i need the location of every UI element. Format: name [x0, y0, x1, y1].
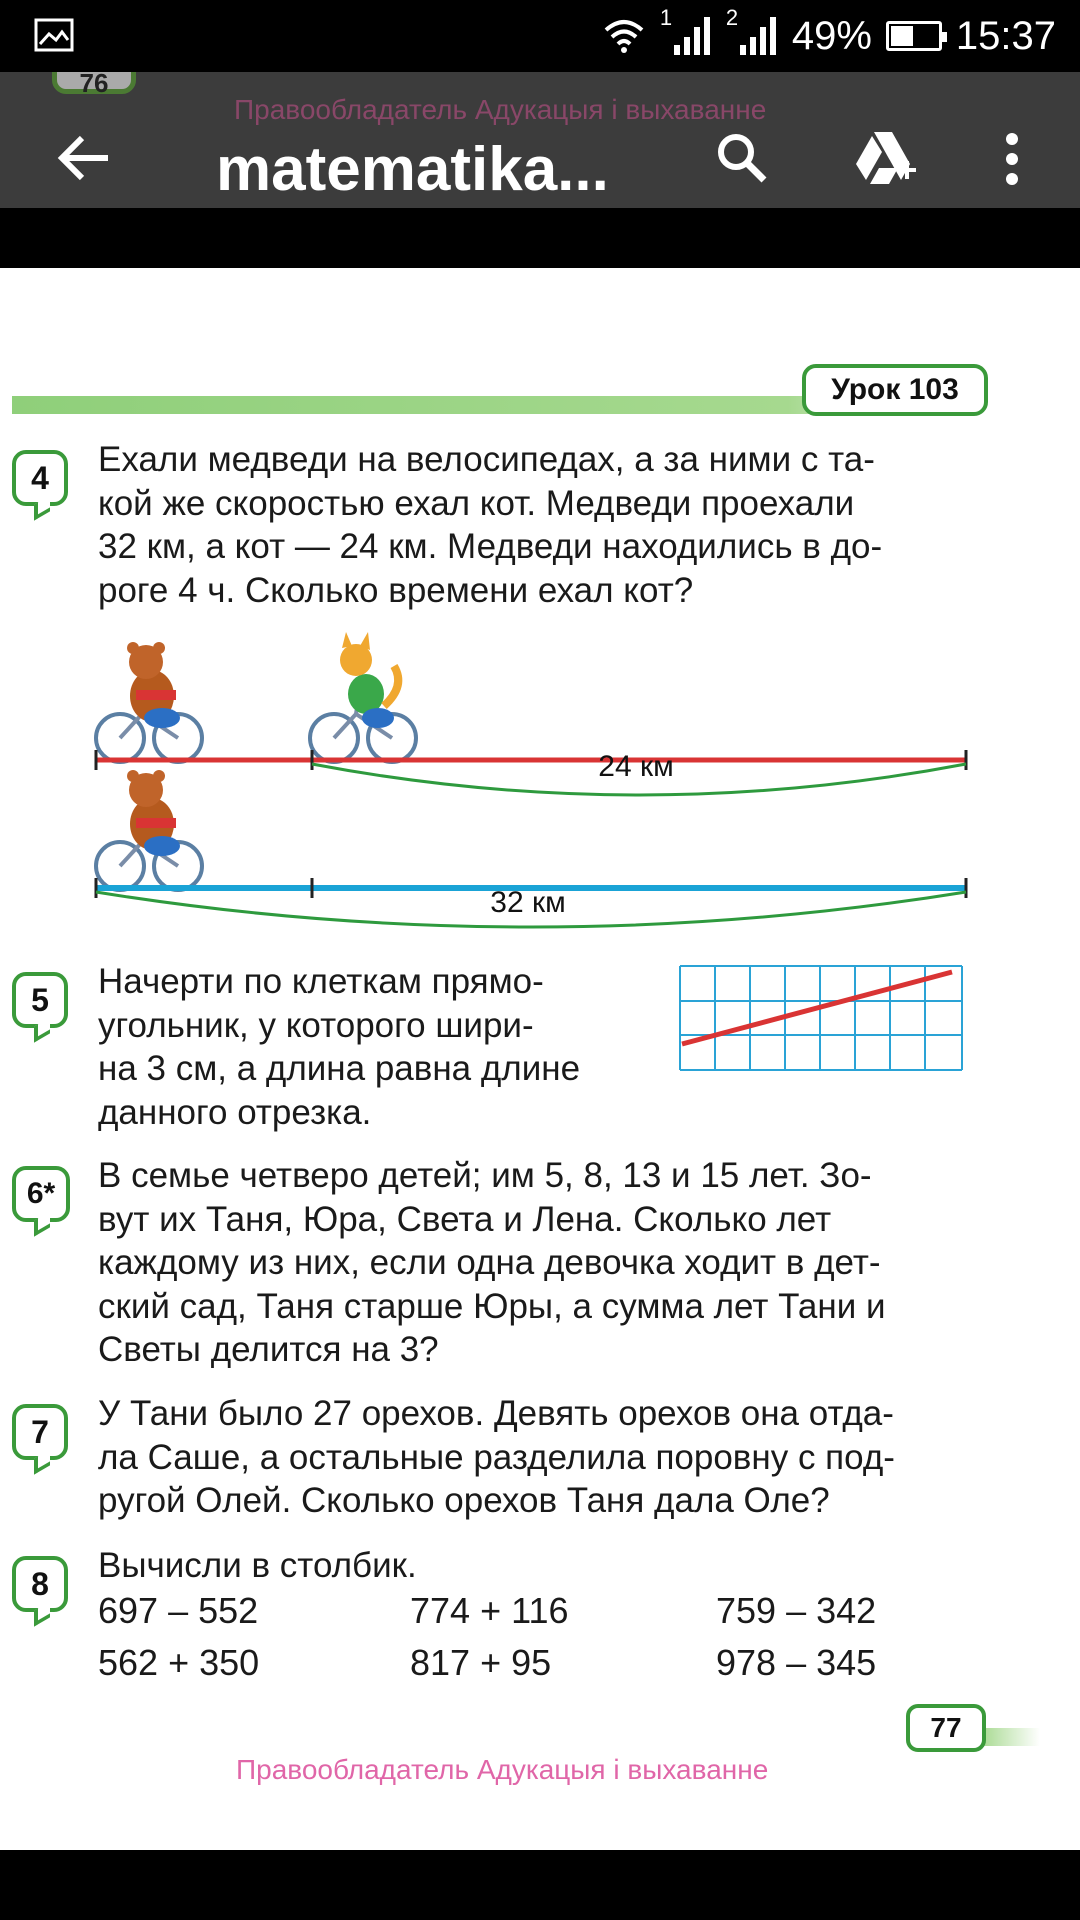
previous-page-watermark: Правообладатель Адукацыя і выхаванне	[234, 94, 767, 125]
text-line: Светы делится на 3?	[98, 1330, 439, 1369]
task-text	[98, 1154, 960, 1372]
exercise: 759 – 342	[716, 1590, 877, 1631]
distance-diagram	[80, 626, 980, 1016]
exercise: 817 + 95	[410, 1642, 552, 1683]
more-options-icon[interactable]	[1002, 132, 1022, 186]
add-to-drive-icon[interactable]	[852, 128, 918, 188]
copyright-watermark: Правообладатель Адукацыя і выхаванне	[236, 1754, 769, 1785]
cat-distance-label: 24 км	[598, 750, 674, 783]
task-number: 8	[12, 1556, 68, 1612]
text-line: кой же скоростью ехал кот. Медведи проехали	[98, 483, 855, 523]
page-number: 77	[906, 1704, 986, 1752]
text-line: 32 км, а кот — 24 км. Медведи находились в до-	[98, 527, 883, 566]
bears-distance-label: 32 км	[490, 886, 566, 919]
bear-on-bicycle-illustration	[96, 642, 202, 762]
exercise: 697 – 552	[98, 1590, 259, 1631]
status-bar	[0, 0, 1080, 72]
text-line: Вычисли в столбик.	[98, 1546, 417, 1585]
page-number-strip	[980, 1728, 1040, 1746]
gallery-notification-icon	[34, 18, 74, 52]
text-line: У Тани было 27 орехов. Девять орехов она отда-	[98, 1394, 894, 1433]
app-bar	[0, 72, 1080, 208]
exercise: 774 + 116	[410, 1590, 569, 1631]
text-line: вут их Таня, Юра, Света и Лена. Сколько лет	[98, 1199, 832, 1239]
text-line: каждому из них, если одна девочка ходит в дет-	[98, 1243, 881, 1282]
signal-sim1-icon: 1	[660, 13, 712, 59]
bear-on-bicycle-illustration	[96, 770, 202, 890]
given-segment	[682, 972, 952, 1044]
cat-on-bicycle-illustration	[310, 632, 416, 762]
text-line: данного отрезка.	[98, 1092, 372, 1132]
previous-page-number: 76	[52, 72, 136, 94]
wifi-icon	[602, 16, 646, 56]
page-gap-bottom	[0, 1850, 1080, 1920]
text-line: В семье четверо детей; им 5, 8, 13 и 15 лет. Зо-	[98, 1156, 872, 1195]
task-number: 7	[12, 1404, 68, 1460]
text-line: Начерти по клеткам прямо-	[98, 962, 544, 1001]
text-line: на 3 см, а длина равна длине	[98, 1049, 581, 1088]
page-gap	[0, 208, 1080, 268]
task-text	[98, 960, 644, 1134]
task-text	[98, 1544, 960, 1588]
task-number: 6*	[12, 1166, 70, 1222]
search-icon[interactable]	[714, 130, 770, 186]
text-line: ла Саше, а остальные разделила поровну с под-	[98, 1437, 895, 1477]
grid-with-segment	[678, 964, 964, 1072]
clock: 15:37	[955, 13, 1056, 58]
battery-percent: 49%	[791, 13, 872, 58]
text-line: ругой Олей. Сколько орехов Таня дала Оле?	[98, 1481, 830, 1520]
document-page[interactable]	[0, 268, 1080, 1850]
task-number: 4	[12, 450, 68, 506]
document-title: matematika...	[216, 135, 609, 204]
signal-sim2-icon: 2	[726, 13, 778, 59]
exercise: 562 + 350	[98, 1642, 260, 1683]
lesson-label: Урок 103	[802, 364, 988, 416]
battery-icon	[886, 21, 942, 51]
text-line: угольник, у которого шири-	[98, 1005, 534, 1045]
task-text	[98, 1392, 960, 1523]
exercise: 978 – 345	[716, 1642, 877, 1683]
back-arrow-icon[interactable]	[56, 134, 112, 182]
text-line: Ехали медведи на велосипедах, а за ними с та-	[98, 440, 875, 479]
task-text	[98, 438, 960, 612]
text-line: роге 4 ч. Сколько времени ехал кот?	[98, 570, 694, 610]
task-number: 5	[12, 972, 68, 1028]
text-line: ский сад, Таня старше Юры, а сумма лет Тани и	[98, 1286, 886, 1326]
